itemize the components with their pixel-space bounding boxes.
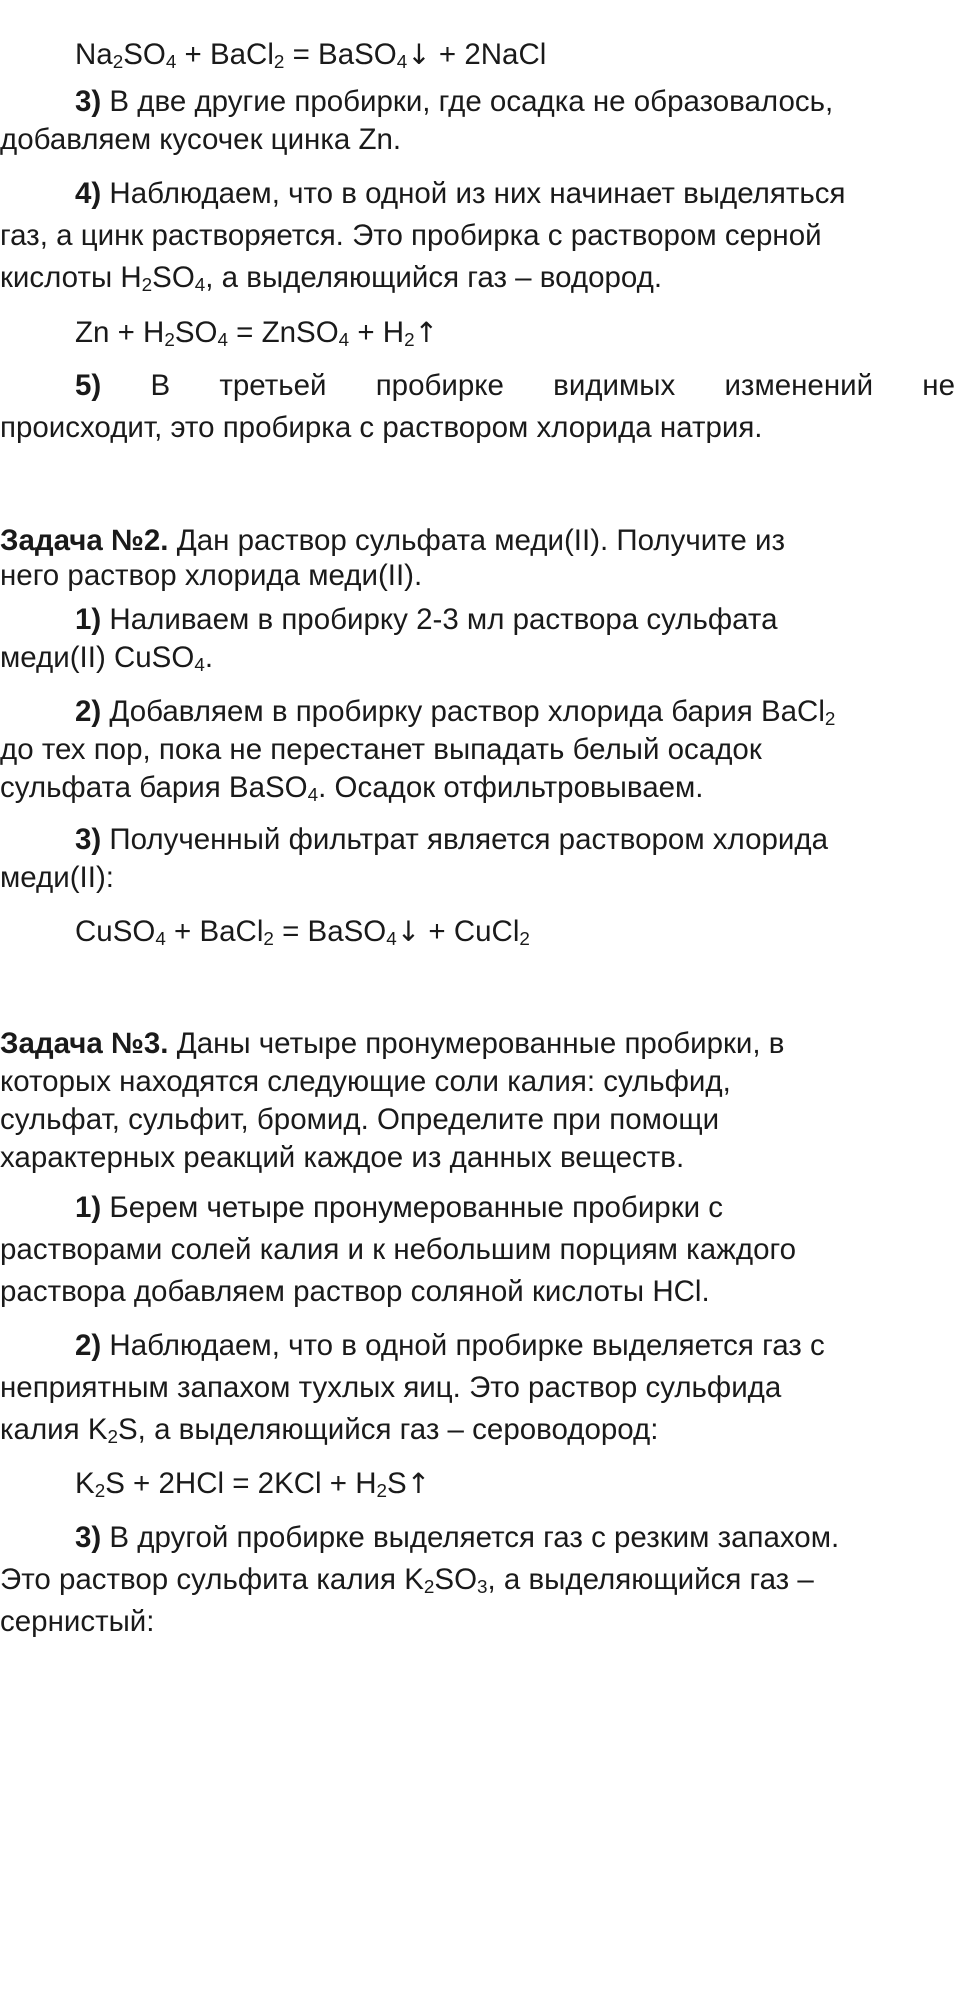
task-2-step-2-line-3: сульфата бария BaSO$_4$. Осадок отфильтровываем. bbox=[0, 771, 704, 806]
task-2-step-1-line-1: 1) Наливаем в пробирку 2-3 мл раствора сульфата bbox=[75, 603, 778, 636]
step-4-line-1: 4) Наблюдаем, что в одной из них начинает выделяться bbox=[75, 177, 846, 210]
step-4-line-3: кислоты $H_2SO_4$, а выделяющийся газ – водород. bbox=[0, 261, 663, 296]
task-3-step-3-line-1: 3) В другой пробирке выделяется газ с резким запахом. bbox=[75, 1521, 840, 1554]
task-3-step-3-line-3: сернистый: bbox=[0, 1605, 155, 1638]
task-3-step-2-line-3: калия $K_2S$, а выделяющийся газ – сероводород: bbox=[0, 1413, 659, 1448]
task-3-step-3-line-2: Это раствор сульфита калия $K_2SO_3$, а выделяющийся газ – bbox=[0, 1563, 814, 1598]
step-3-line-1: 3) В две другие пробирки, где осадка не образовалось, bbox=[75, 85, 834, 118]
equation-cuso4-bacl2: CuSO$_4$ + BaCl$_2$ = BaSO$_4$↓ + CuCl$_2$ bbox=[75, 915, 530, 950]
task-2-step-3-line-1: 3) Полученный фильтрат является раствором хлорида bbox=[75, 823, 829, 856]
equation-k2s-hcl: $K_2S + 2HCl = 2KCl$ + $H_2S↑$ bbox=[75, 1467, 431, 1502]
task-2-heading-line-1: Задача №2. Дан раствор сульфата меди(II). Получите из bbox=[0, 524, 785, 557]
task-3-heading-line-1: Задача №3. Даны четыре пронумерованные пробирки, в bbox=[0, 1027, 785, 1060]
task-2-step-3-line-2: меди(II): bbox=[0, 861, 114, 894]
task-3-step-2-line-1: 2) Наблюдаем, что в одной пробирке выделяется газ с bbox=[75, 1329, 825, 1362]
task-2-step-2-line-1: 2) Добавляем в пробирку раствор хлорида бария BaCl$_2$ bbox=[75, 695, 836, 730]
task-2-step-1-line-2: меди(II) CuSO$_4$. bbox=[0, 641, 214, 676]
task-3-heading-line-3: сульфат, сульфит, бромид. Определите при помощи bbox=[0, 1103, 720, 1136]
equation-zn-h2so4: $Zn + H_2SO_4$ = ZnSO$_4$ + $H_2↑$ bbox=[75, 316, 439, 351]
word: пробирке bbox=[375, 369, 504, 402]
task-3-heading-line-2: которых находятся следующие соли калия: сульфид, bbox=[0, 1065, 731, 1098]
task-3-heading-line-4: характерных реакций каждое из данных веществ. bbox=[0, 1141, 685, 1174]
step-5-line-2: происходит, это пробирка с раствором хлорида натрия. bbox=[0, 411, 763, 444]
task-3-step-1-line-2: растворами солей калия и к небольшим порциям каждого bbox=[0, 1233, 796, 1266]
step-4-line-2: газ, а цинк растворяется. Это пробирка с раствором серной bbox=[0, 219, 822, 252]
word: третьей bbox=[219, 369, 327, 402]
word: не bbox=[922, 369, 955, 402]
equation-na2so4-bacl2: $Na_2SO_4$ + BaCl$_2$ = BaSO$_4$↓ + 2NaCl bbox=[75, 38, 547, 73]
word: изменений bbox=[724, 369, 874, 402]
word: видимых bbox=[553, 369, 676, 402]
task-3-step-1-line-3: раствора добавляем раствор соляной кислоты HCl. bbox=[0, 1275, 710, 1308]
task-3-step-2-line-2: неприятным запахом тухлых яиц. Это раствор сульфида bbox=[0, 1371, 782, 1404]
task-2-step-2-line-2: до тех пор, пока не перестанет выпадать белый осадок bbox=[0, 733, 762, 766]
step-3-line-2: добавляем кусочек цинка Zn. bbox=[0, 123, 402, 156]
task-3-step-1-line-1: 1) Берем четыре пронумерованные пробирки с bbox=[75, 1191, 724, 1224]
word: 5) bbox=[75, 369, 102, 402]
word: В bbox=[150, 369, 171, 402]
task-2-heading-line-2: него раствор хлорида меди(II). bbox=[0, 559, 423, 592]
step-5-line-1 bbox=[0, 362, 955, 410]
